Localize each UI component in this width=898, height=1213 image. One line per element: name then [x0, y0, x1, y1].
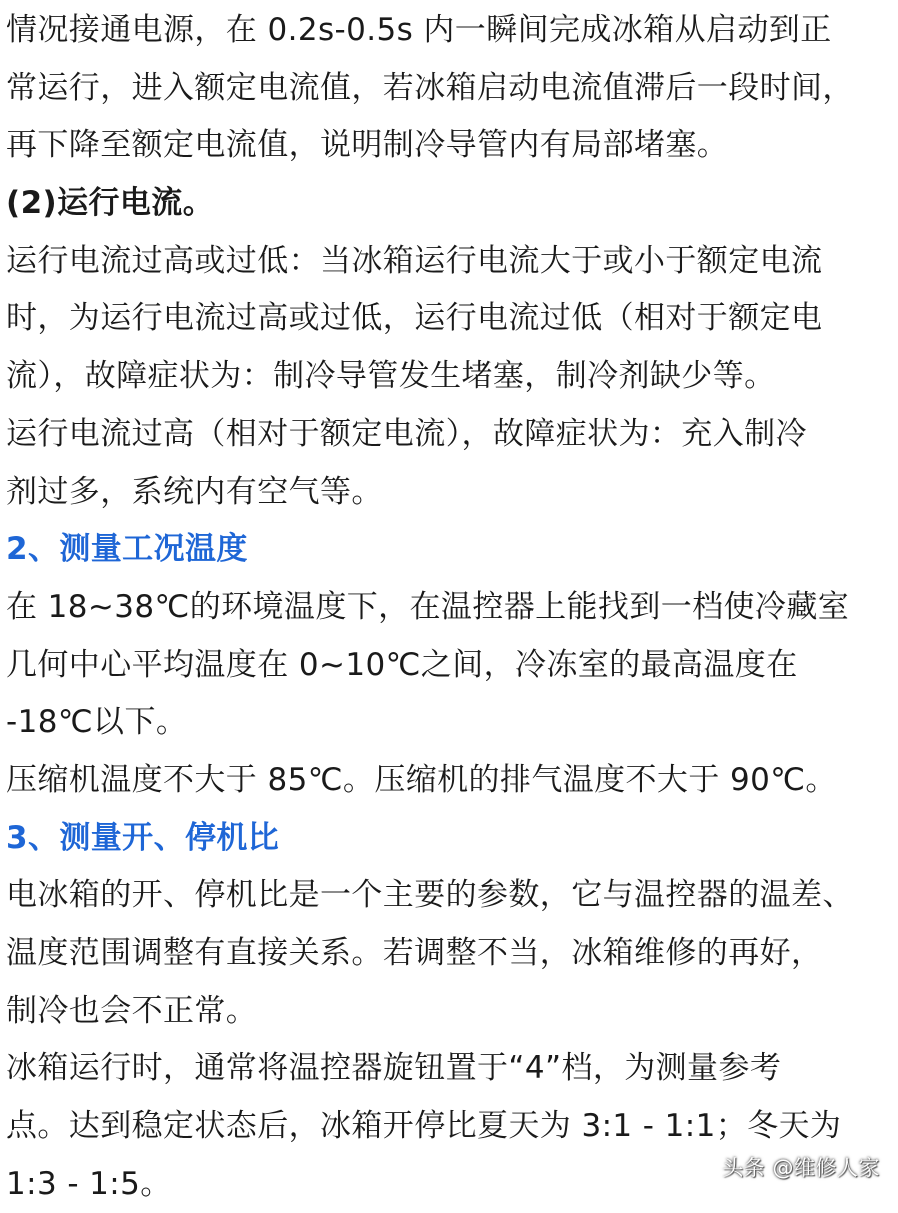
- paragraph-line: 在 18~38℃的环境温度下，在温控器上能找到一档使冷藏室: [6, 588, 850, 625]
- article-body: [6, 2, 886, 1213]
- paragraph-line: 压缩机温度不大于 85℃。压缩机的排气温度不大于 90℃。: [6, 761, 837, 798]
- paragraph-line: 运行电流过高（相对于额定电流），故障症状为：充入制冷: [6, 415, 807, 452]
- paragraph-line: 制冷也会不正常。: [6, 992, 258, 1029]
- watermark: 头条 @维修人家: [722, 1156, 880, 1180]
- paragraph-line: 温度范围调整有直接关系。若调整不当，冰箱维修的再好，: [6, 935, 823, 971]
- paragraph-line: 冰箱运行时，通常将温控器旋钮置于“4”档，为测量参考: [6, 1050, 782, 1087]
- section-heading-on-off-ratio: 3、测量开、停机比: [6, 819, 280, 856]
- paragraph-line: 流），故障症状为：制冷导管发生堵塞，制冷剂缺少等。: [6, 358, 776, 395]
- paragraph-line: 点。达到稳定状态后，冰箱开停比夏天为 3:1 - 1:1；冬天为: [6, 1108, 842, 1145]
- paragraph-line: 运行电流过高或过低：当冰箱运行电流大于或小于额定电流: [6, 242, 823, 279]
- paragraph-line: 剂过多，系统内有空气等。: [6, 473, 383, 510]
- section-heading-temperature: 2、测量工况温度: [6, 531, 248, 568]
- paragraph-line: 再下降至额定电流值，说明制冷导管内有局部堵塞。: [6, 127, 729, 164]
- subheading-running-current: (2)运行电流。: [6, 185, 215, 222]
- paragraph-line: 电冰箱的开、停机比是一个主要的参数，它与温控器的温差、: [6, 877, 854, 914]
- paragraph-line: -18℃以下。: [6, 704, 188, 741]
- paragraph-line: 1:3 - 1:5。: [6, 1165, 172, 1202]
- paragraph-line: 常运行，进入额定电流值，若冰箱启动电流值滞后一段时间，: [6, 69, 854, 106]
- paragraph-line: 几何中心平均温度在 0~10℃之间，冷冻室的最高温度在: [6, 646, 798, 683]
- paragraph-line: 情况接通电源，在 0.2s-0.5s 内一瞬间完成冰箱从启动到正: [6, 12, 832, 48]
- paragraph-line: 时，为运行电流过高或过低，运行电流过低（相对于额定电: [6, 300, 823, 337]
